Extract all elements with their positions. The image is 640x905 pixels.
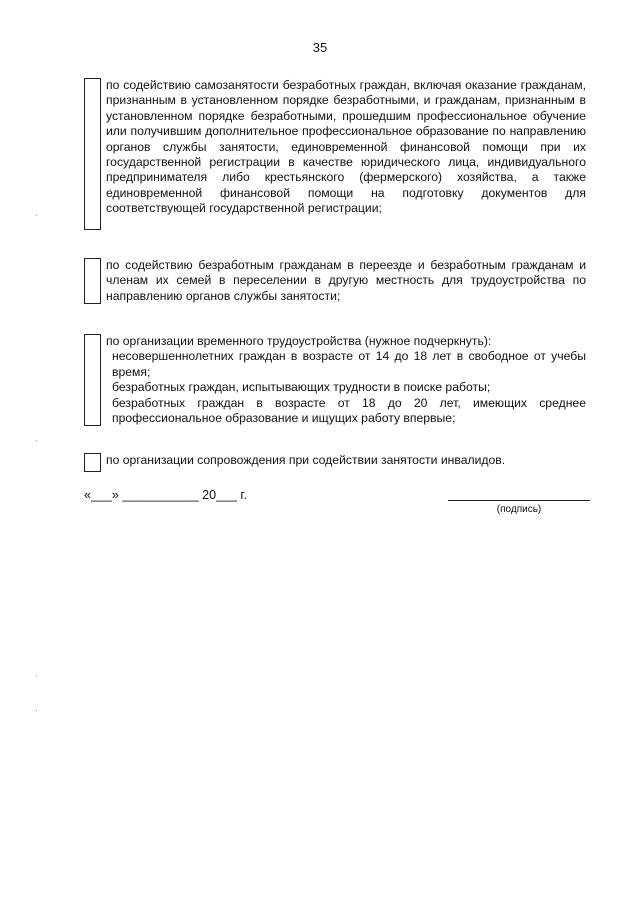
- subitem-minors[interactable]: несовершеннолетних граждан в возрасте от 14 до 18 лет в свободное от учебы время;: [112, 349, 586, 379]
- scan-artifact: [36, 675, 37, 676]
- signature-line[interactable]: [448, 500, 590, 501]
- option-text: по организации сопровождения при содействии занятости инвалидов.: [106, 453, 506, 467]
- subitem-difficulties[interactable]: безработных граждан, испытывающих трудности в поиске работы;: [112, 380, 491, 395]
- subitem-first-job[interactable]: безработных граждан в возрасте от 18 до 20 лет, имеющих среднее профессиональное образование и ищущих работу впервые;: [112, 395, 586, 426]
- option-checkbox[interactable]: [84, 258, 101, 304]
- page-number: 35: [312, 40, 328, 55]
- option-text: по содействию безработным гражданам в переезде и безработным гражданам и членам их семей в переселении в другую местность для трудоустройства по направлению органов службы занятости;: [106, 258, 586, 303]
- subitem-list: [106, 349, 586, 426]
- option-checkbox[interactable]: [84, 453, 101, 472]
- scan-artifact: [36, 440, 37, 441]
- option-text: по организации временного трудоустройства (нужное подчеркнуть):: [106, 334, 492, 348]
- option-text: по содействию самозанятости безработных граждан, включая оказание гражданам, признанным в установленном порядке безработными, и гражданам, признанным в установленном порядке безработными, прошедшим профессиональное обучение или получившим дополнительное профессиональное образование по направлению органов службы занятости, единовременной финансовой помощи при их государственной регистрации в качестве юридического лица, индивидуального предпринимателя либо крестьянского (фермерского) хозяйства, а также единовременной финансовой помощи на подготовку документов для соответствующей государственной регистрации;: [106, 78, 586, 216]
- scan-artifact: [36, 710, 37, 711]
- option-text-block: [106, 334, 586, 426]
- option-checkbox[interactable]: [84, 334, 101, 426]
- option-checkbox[interactable]: [84, 78, 101, 230]
- date-line[interactable]: «___» ___________ 20___ г.: [84, 488, 247, 502]
- scan-artifact: [36, 215, 37, 216]
- signature-caption: (подпись): [496, 504, 542, 515]
